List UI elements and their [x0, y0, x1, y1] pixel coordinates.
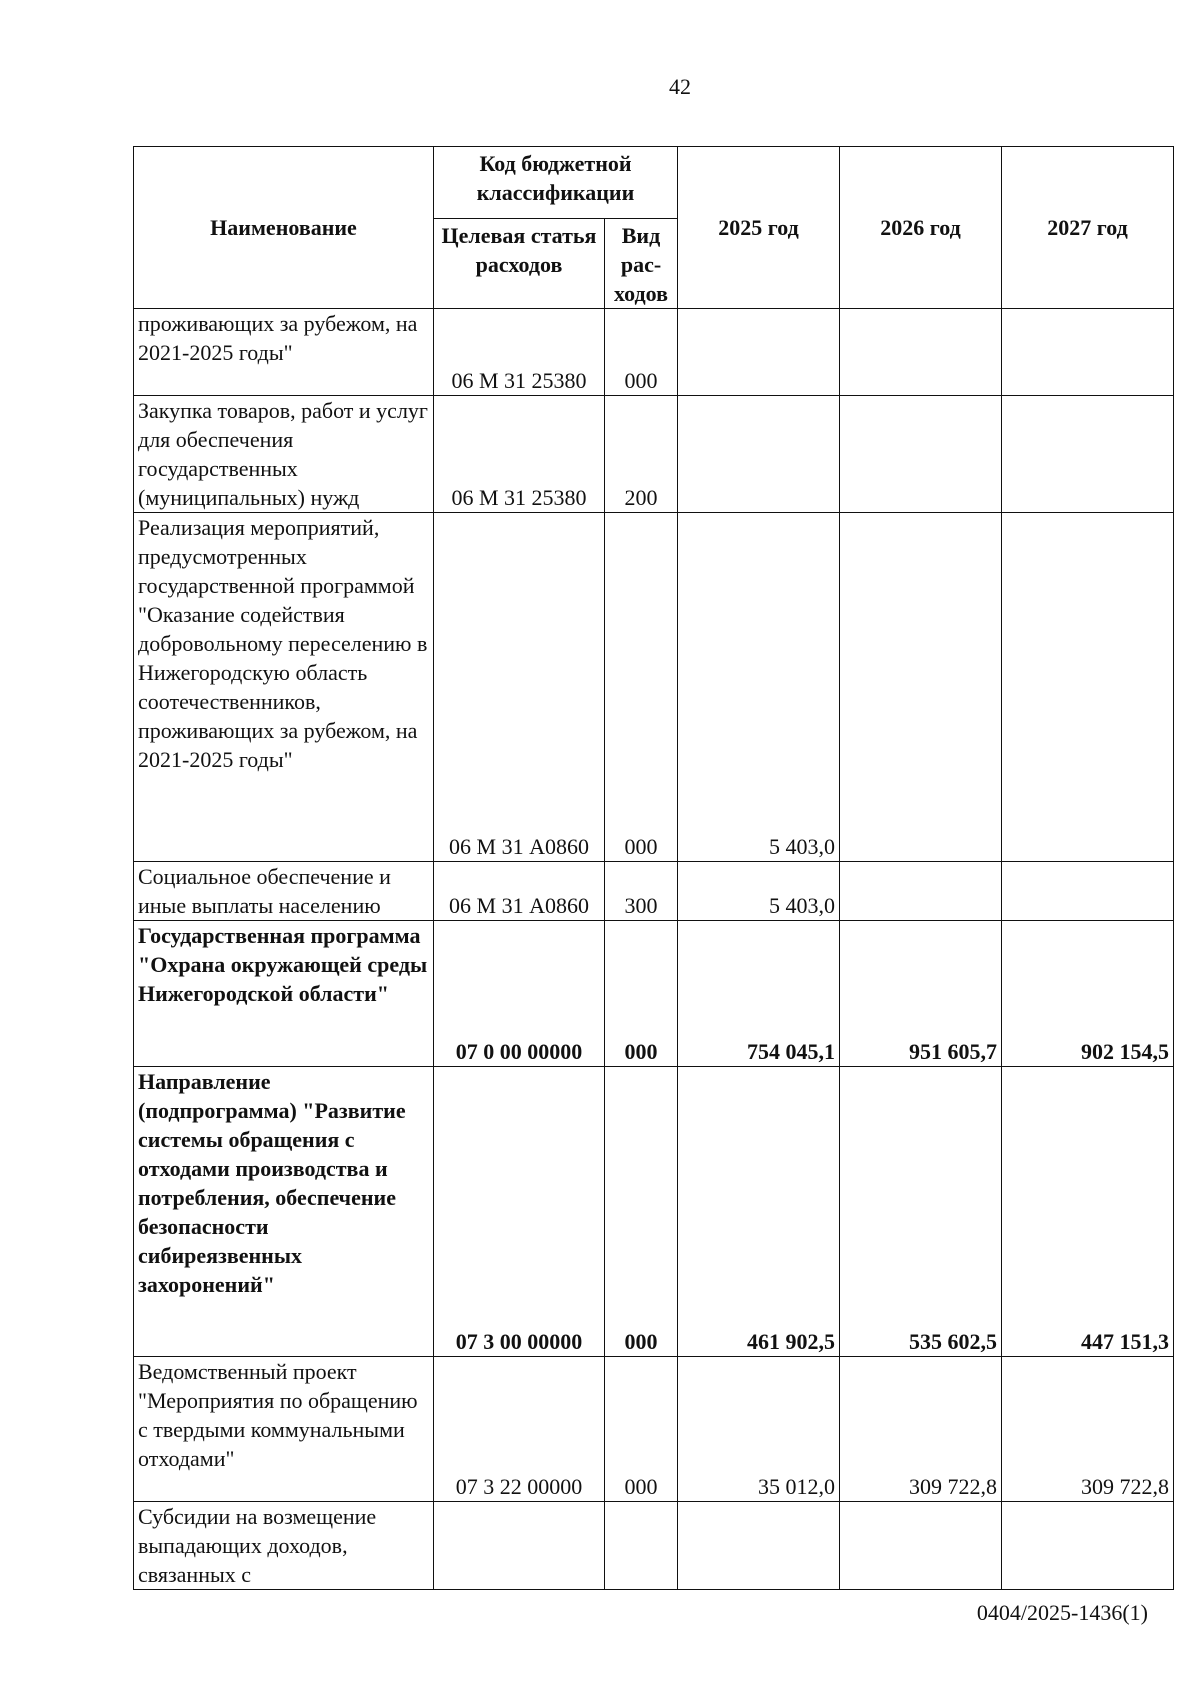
cell-2026: 951 605,7: [840, 921, 1002, 1067]
table-row: [134, 396, 1174, 513]
cell-name: Реализация мероприятий, предусмотренных государственной программой "Оказание содействия добровольному переселению в Нижегородскую область соотечественников, проживающих за рубежом, на 2021-2025 годы": [134, 513, 434, 862]
cell-name: Субсидии на возмещение выпадающих доходов, связанных с: [134, 1502, 434, 1590]
cell-2026: [840, 1502, 1002, 1590]
cell-2027: [1002, 1502, 1174, 1590]
cell-2026: [840, 862, 1002, 921]
cell-expense-type: 000: [605, 921, 678, 1067]
header-kbk-group-label: Код бюджетной классификации: [476, 151, 635, 205]
cell-target-article: 06 М 31 А0860: [434, 513, 605, 862]
cell-2027: [1002, 513, 1174, 862]
table-row: [134, 921, 1174, 1067]
cell-2026: 309 722,8: [840, 1357, 1002, 1502]
cell-expense-type: 000: [605, 309, 678, 396]
cell-2025: 461 902,5: [678, 1067, 840, 1357]
header-2025: 2025 год: [678, 147, 840, 309]
cell-target-article: 06 М 31 25380: [434, 396, 605, 513]
table-body: [134, 309, 1174, 1590]
cell-target-article: 06 М 31 А0860: [434, 862, 605, 921]
table-row: [134, 513, 1174, 862]
cell-expense-type: 200: [605, 396, 678, 513]
table-row: [134, 1357, 1174, 1502]
cell-2025: [678, 396, 840, 513]
cell-2025: 35 012,0: [678, 1357, 840, 1502]
cell-2027: [1002, 396, 1174, 513]
cell-name: Ведомственный проект "Мероприятия по обращению с твердыми коммунальными отходами": [134, 1357, 434, 1502]
cell-2025: 754 045,1: [678, 921, 840, 1067]
table-row: [134, 1067, 1174, 1357]
header-target-article: Целевая статья расходов: [434, 219, 605, 309]
cell-2025: 5 403,0: [678, 862, 840, 921]
cell-name: проживающих за рубежом, на 2021-2025 годы": [134, 309, 434, 396]
cell-expense-type: 000: [605, 1357, 678, 1502]
cell-2027: [1002, 862, 1174, 921]
header-name: Наименование: [134, 147, 434, 309]
table-row: [134, 862, 1174, 921]
cell-2027: 309 722,8: [1002, 1357, 1174, 1502]
cell-2026: 535 602,5: [840, 1067, 1002, 1357]
table-row: [134, 309, 1174, 396]
cell-name: Социальное обеспечение и иные выплаты населению: [134, 862, 434, 921]
cell-2026: [840, 513, 1002, 862]
cell-expense-type: 000: [605, 1067, 678, 1357]
cell-target-article: [434, 1502, 605, 1590]
cell-target-article: 07 3 22 00000: [434, 1357, 605, 1502]
header-kbk-group: [434, 147, 678, 219]
header-2027: 2027 год: [1002, 147, 1174, 309]
cell-name: Закупка товаров, работ и услуг для обеспечения государственных (муниципальных) нужд: [134, 396, 434, 513]
cell-2026: [840, 309, 1002, 396]
header-2026: 2026 год: [840, 147, 1002, 309]
table-row: [134, 1502, 1174, 1590]
cell-2027: [1002, 309, 1174, 396]
cell-expense-type: 300: [605, 862, 678, 921]
page-number: 42: [669, 74, 691, 99]
cell-2025: [678, 309, 840, 396]
cell-2025: [678, 1502, 840, 1590]
document-code: 0404/2025-1436(1): [976, 1600, 1148, 1625]
cell-expense-type: [605, 1502, 678, 1590]
header-expense-type: Вид рас-ходов: [605, 219, 678, 309]
cell-name: Направление (подпрограмма) "Развитие системы обращения с отходами производства и потребления, обеспечение безопасности сибиреязвенных захоронений": [134, 1067, 434, 1357]
cell-2025: 5 403,0: [678, 513, 840, 862]
cell-target-article: 07 3 00 00000: [434, 1067, 605, 1357]
cell-target-article: 06 М 31 25380: [434, 309, 605, 396]
cell-target-article: 07 0 00 00000: [434, 921, 605, 1067]
budget-table: [133, 146, 1174, 1590]
cell-2027: 902 154,5: [1002, 921, 1174, 1067]
cell-expense-type: 000: [605, 513, 678, 862]
cell-2027: 447 151,3: [1002, 1067, 1174, 1357]
cell-name: Государственная программа "Охрана окружающей среды Нижегородской области": [134, 921, 434, 1067]
cell-2026: [840, 396, 1002, 513]
